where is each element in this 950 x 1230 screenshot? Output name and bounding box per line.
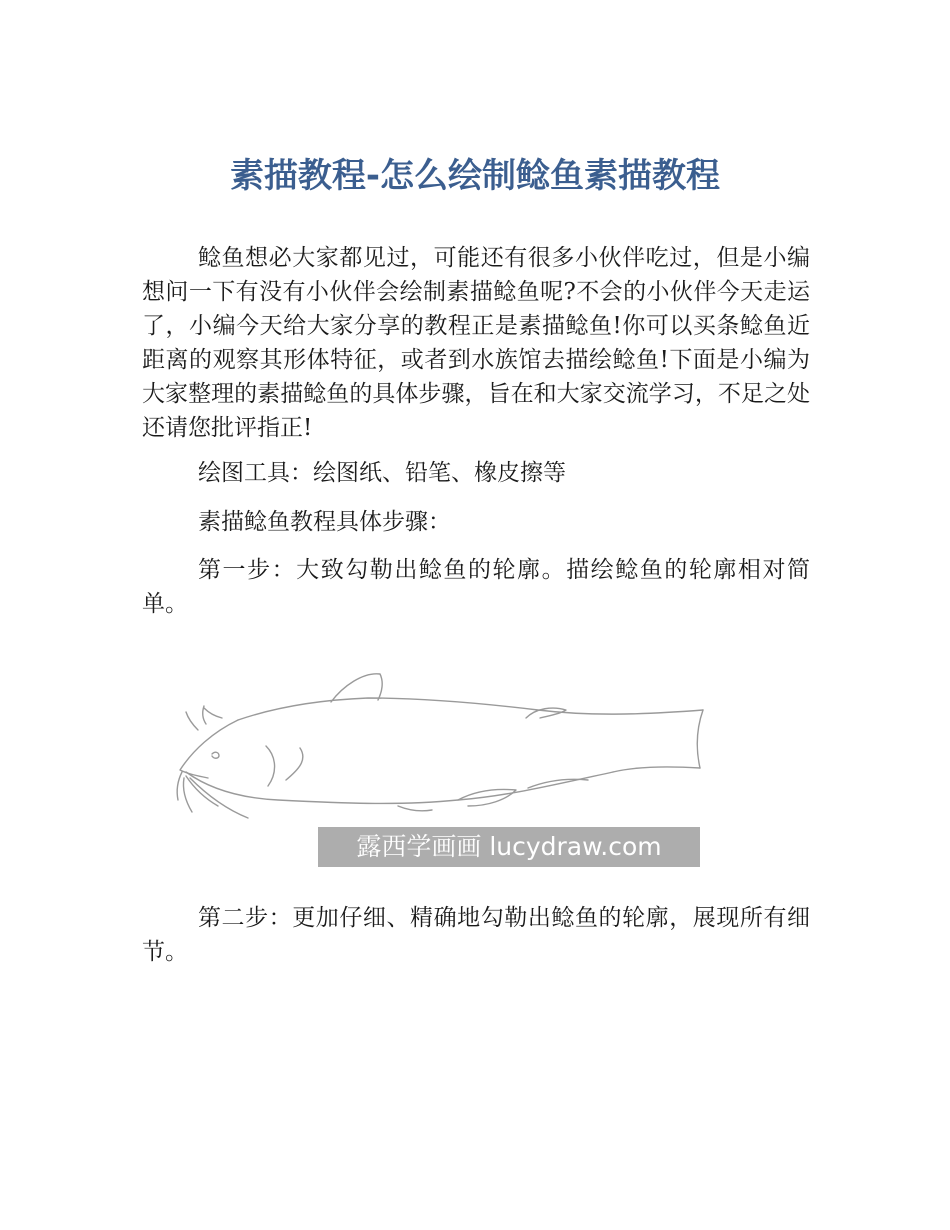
document-title: 素描教程-怎么绘制鲶鱼素描教程: [229, 156, 721, 196]
step-1-paragraph: 第一步：大致勾勒出鲶鱼的轮廓。描绘鲶鱼的轮廓相对简单。: [142, 557, 810, 617]
intro-paragraph: 鲶鱼想必大家都见过，可能还有很多小伙伴吃过，但是小编想问一下有没有小伙伴会绘制素描鲶鱼呢?不会的小伙伴今天走运了，小编今天给大家分享的教程正是素描鲶鱼!你可以买条鲶鱼近距离的观察其形体特征，或者到水族馆去描绘鲶鱼!下面是小编为大家整理的素描鲶鱼的具体步骤，旨在和大家交流学习，不足之处还请您批评指正!: [142, 245, 810, 441]
steps-heading: 素描鲶鱼教程具体步骤：: [198, 509, 451, 535]
step-2-paragraph: 第二步：更加仔细、精确地勾勒出鲶鱼的轮廓，展现所有细节。: [142, 905, 810, 965]
watermark-text: 露西学画画 lucydraw.com: [318, 827, 700, 867]
catfish-sketch-image: [168, 660, 713, 878]
tools-paragraph: 绘图工具：绘图纸、铅笔、橡皮擦等: [198, 460, 566, 486]
